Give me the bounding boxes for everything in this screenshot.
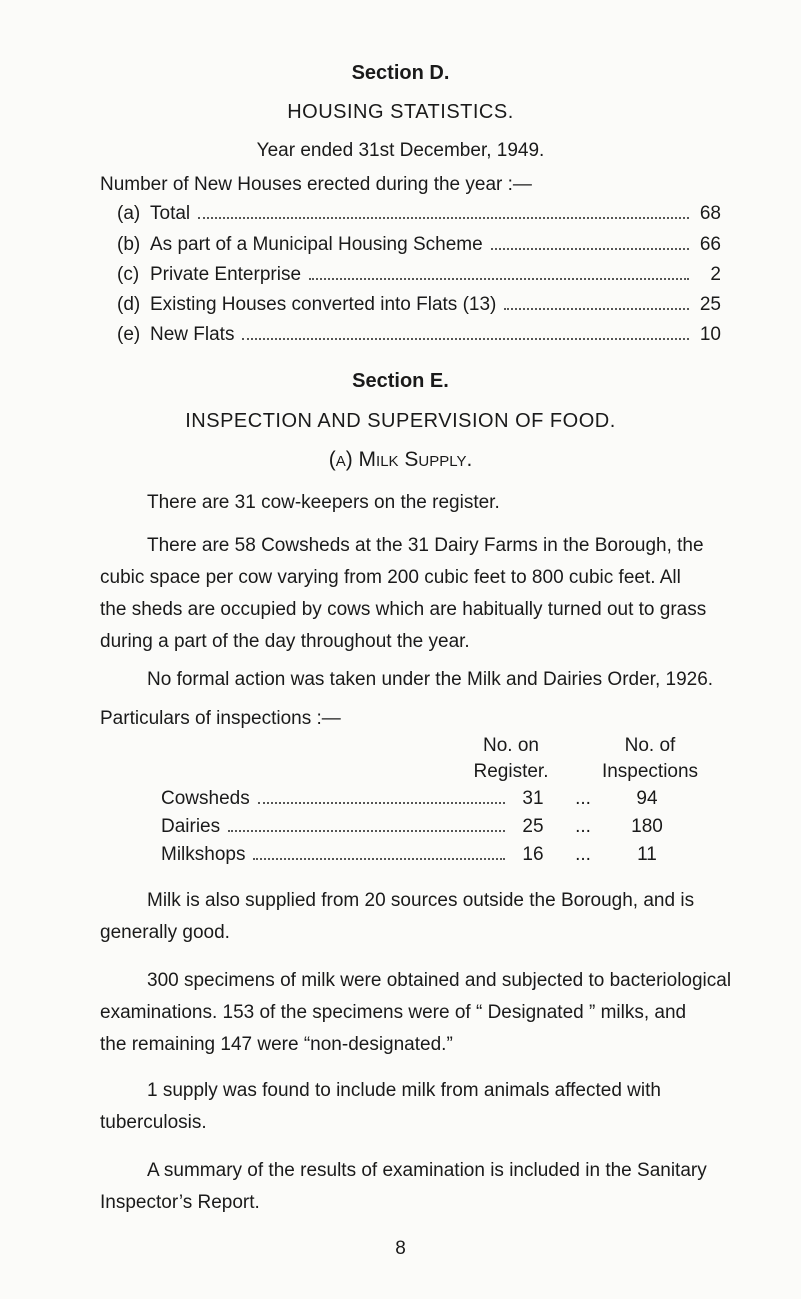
item-letter: (d) — [117, 294, 141, 315]
para-specimens — [100, 965, 740, 1061]
para-cowsheds — [100, 530, 720, 658]
separator: ... — [575, 844, 591, 865]
item-letter: (c) — [117, 264, 140, 285]
para-line: There are 58 Cowsheds at the 31 Dairy Farms in the Borough, the — [147, 535, 704, 556]
housing-intro: Number of New Houses erected during the year :— — [100, 174, 532, 195]
section-e-title: INSPECTION AND SUPERVISION OF FOOD. — [185, 410, 616, 432]
dot-leader — [504, 308, 689, 310]
para-line: the sheds are occupied by cows which are habitually turned out to grass — [100, 599, 707, 620]
housing-item — [117, 324, 721, 350]
housing-item — [117, 203, 721, 229]
section-d-title: HOUSING STATISTICS. — [287, 101, 514, 123]
section-d-subtitle: Year ended 31st December, 1949. — [256, 140, 545, 161]
register-value: 25 — [522, 816, 544, 837]
register-value: 31 — [522, 788, 544, 809]
header-line: No. of — [624, 735, 676, 756]
dot-leader — [491, 248, 689, 250]
para-line: examinations. 153 of the specimens were of “ Designated ” milks, and — [100, 1002, 687, 1023]
item-label: Total — [150, 203, 191, 224]
para-line: the remaining 147 were “non-designated.” — [100, 1034, 453, 1055]
item-label: Private Enterprise — [150, 264, 302, 285]
item-letter: (e) — [117, 324, 141, 345]
inspections-value: 94 — [636, 788, 658, 809]
separator: ... — [575, 816, 591, 837]
section-d-heading: Section D. — [351, 62, 450, 84]
dot-leader — [242, 338, 689, 340]
para-line: generally good. — [100, 922, 230, 943]
header-line: Register. — [473, 761, 549, 782]
para-line: during a part of the day throughout the year. — [100, 631, 470, 652]
item-letter: (b) — [117, 234, 141, 255]
item-value: 10 — [699, 324, 721, 345]
dot-leader — [309, 278, 689, 280]
item-value: 25 — [699, 294, 721, 315]
register-value: 16 — [522, 844, 544, 865]
para-summary — [100, 1155, 740, 1219]
dot-leader — [198, 217, 689, 219]
para-line: A summary of the results of examination is included in the Sanitary — [147, 1160, 707, 1181]
item-value: 68 — [699, 203, 721, 224]
item-label: New Flats — [150, 324, 235, 345]
row-label: Dairies — [161, 816, 221, 837]
item-label: Existing Houses converted into Flats (13) — [150, 294, 497, 315]
para-line: 1 supply was found to include milk from animals affected with — [147, 1080, 661, 1101]
dot-leader — [228, 830, 505, 832]
item-letter: (a) — [117, 203, 141, 224]
table-row — [161, 844, 681, 872]
item-value: 2 — [710, 264, 721, 285]
item-value: 66 — [699, 234, 721, 255]
row-label: Milkshops — [161, 844, 246, 865]
para-line: Milk is also supplied from 20 sources outside the Borough, and is — [147, 890, 695, 911]
page-number: 8 — [395, 1238, 406, 1259]
inspections-value: 180 — [631, 816, 663, 837]
para-line: cubic space per cow varying from 200 cubic feet to 800 cubic feet. All — [100, 567, 681, 588]
header-line: Inspections — [601, 761, 699, 782]
table-row — [161, 816, 681, 844]
para-line: tuberculosis. — [100, 1112, 207, 1133]
col-header-inspections — [590, 733, 710, 785]
row-label: Cowsheds — [161, 788, 250, 809]
particulars-label: Particulars of inspections :— — [100, 708, 341, 729]
inspections-value: 11 — [637, 844, 657, 865]
item-label: As part of a Municipal Housing Scheme — [150, 234, 483, 255]
para-line: Inspector’s Report. — [100, 1192, 260, 1213]
housing-item — [117, 234, 721, 260]
para-cow-keepers: There are 31 cow-keepers on the register. — [147, 492, 500, 513]
milk-supply-subheading: (a) Milk Supply. — [328, 448, 473, 471]
para-outside-sources — [100, 885, 720, 949]
header-line: No. on — [483, 735, 539, 756]
dot-leader — [253, 858, 505, 860]
housing-item — [117, 264, 721, 290]
section-e-heading: Section E. — [352, 370, 449, 392]
para-tuberculosis — [100, 1075, 720, 1139]
col-header-register — [466, 733, 556, 785]
dot-leader — [258, 802, 505, 804]
housing-item — [117, 294, 721, 320]
separator: ... — [575, 788, 591, 809]
para-formal-action: No formal action was taken under the Milk and Dairies Order, 1926. — [147, 669, 714, 690]
para-line: 300 specimens of milk were obtained and subjected to bacteriological — [147, 970, 732, 991]
table-row — [161, 788, 681, 816]
